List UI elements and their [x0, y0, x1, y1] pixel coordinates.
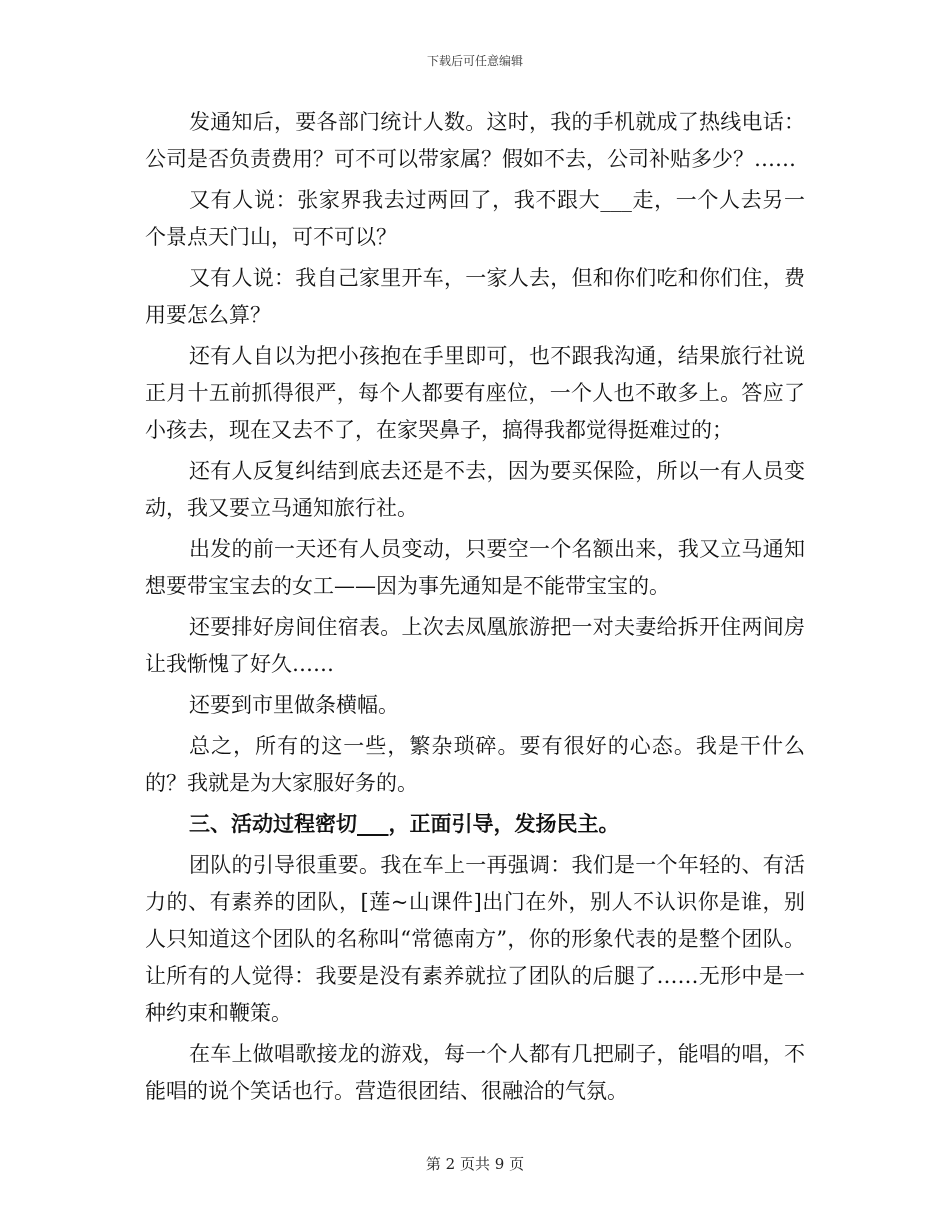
page-header: 下载后可任意编辑	[426, 54, 523, 68]
page-footer: 第 2 页共 9 页	[425, 1155, 525, 1173]
section-heading: 三、活动过程密切___，正面引导，发扬民主。	[189, 812, 620, 836]
paragraph: 总之，所有的这一些，繁杂琐碎。要有很好的心态。我是干什么的？我就是为大家服好务的。	[145, 734, 805, 795]
paragraph: 还要排好房间住宿表。上次去凤凰旅游把一对夫妻给拆开住两间房让我惭愧了好久……	[145, 615, 805, 676]
paragraph: 出发的前一天还有人员变动，只要空一个名额出来，我又立马通知想要带宝宝去的女工——因为事先通知是不能带宝宝的。	[145, 537, 805, 598]
paragraph: 发通知后，要各部门统计人数。这时，我的手机就成了热线电话：公司是否负责费用？可不可以带家属？假如不去，公司补贴多少？……	[145, 110, 805, 171]
paragraph: 还要到市里做条横幅。	[189, 693, 399, 717]
paragraph: 又有人说：我自己家里开车，一家人去，但和你们吃和你们住，费用要怎么算？	[145, 266, 805, 327]
paragraph: 团队的引导很重要。我在车上一再强调：我们是一个年轻的、有活力的、有素养的团队，[莲~山课件]出门在外，别人不认识你是谁，别人只知道这个团队的名称叫“常德南方”，你的形象代表的是整个团队。让所有的人觉得：我要是没有素养就拉了团队的后腿了……无形中是一种约束和鞭策。	[145, 853, 805, 1025]
paragraph: 还有人自以为把小孩抱在手里即可，也不跟我沟通，结果旅行社说正月十五前抓得很严，每个人都要有座位，一个人也不敢多上。答应了小孩去，现在又去不了，在家哭鼻子，搞得我都觉得挺难过的；	[145, 344, 805, 442]
paragraph: 在车上做唱歌接龙的游戏，每一个人都有几把刷子，能唱的唱，不能唱的说个笑话也行。营造很团结、很融洽的气氛。	[145, 1042, 805, 1103]
paragraph: 又有人说：张家界我去过两回了，我不跟大___走，一个人去另一个景点天门山，可不可以？	[145, 188, 805, 249]
document-body	[145, 104, 805, 1114]
paragraph: 还有人反复纠结到底去还是不去，因为要买保险，所以一有人员变动，我又要立马通知旅行社。	[145, 459, 805, 520]
